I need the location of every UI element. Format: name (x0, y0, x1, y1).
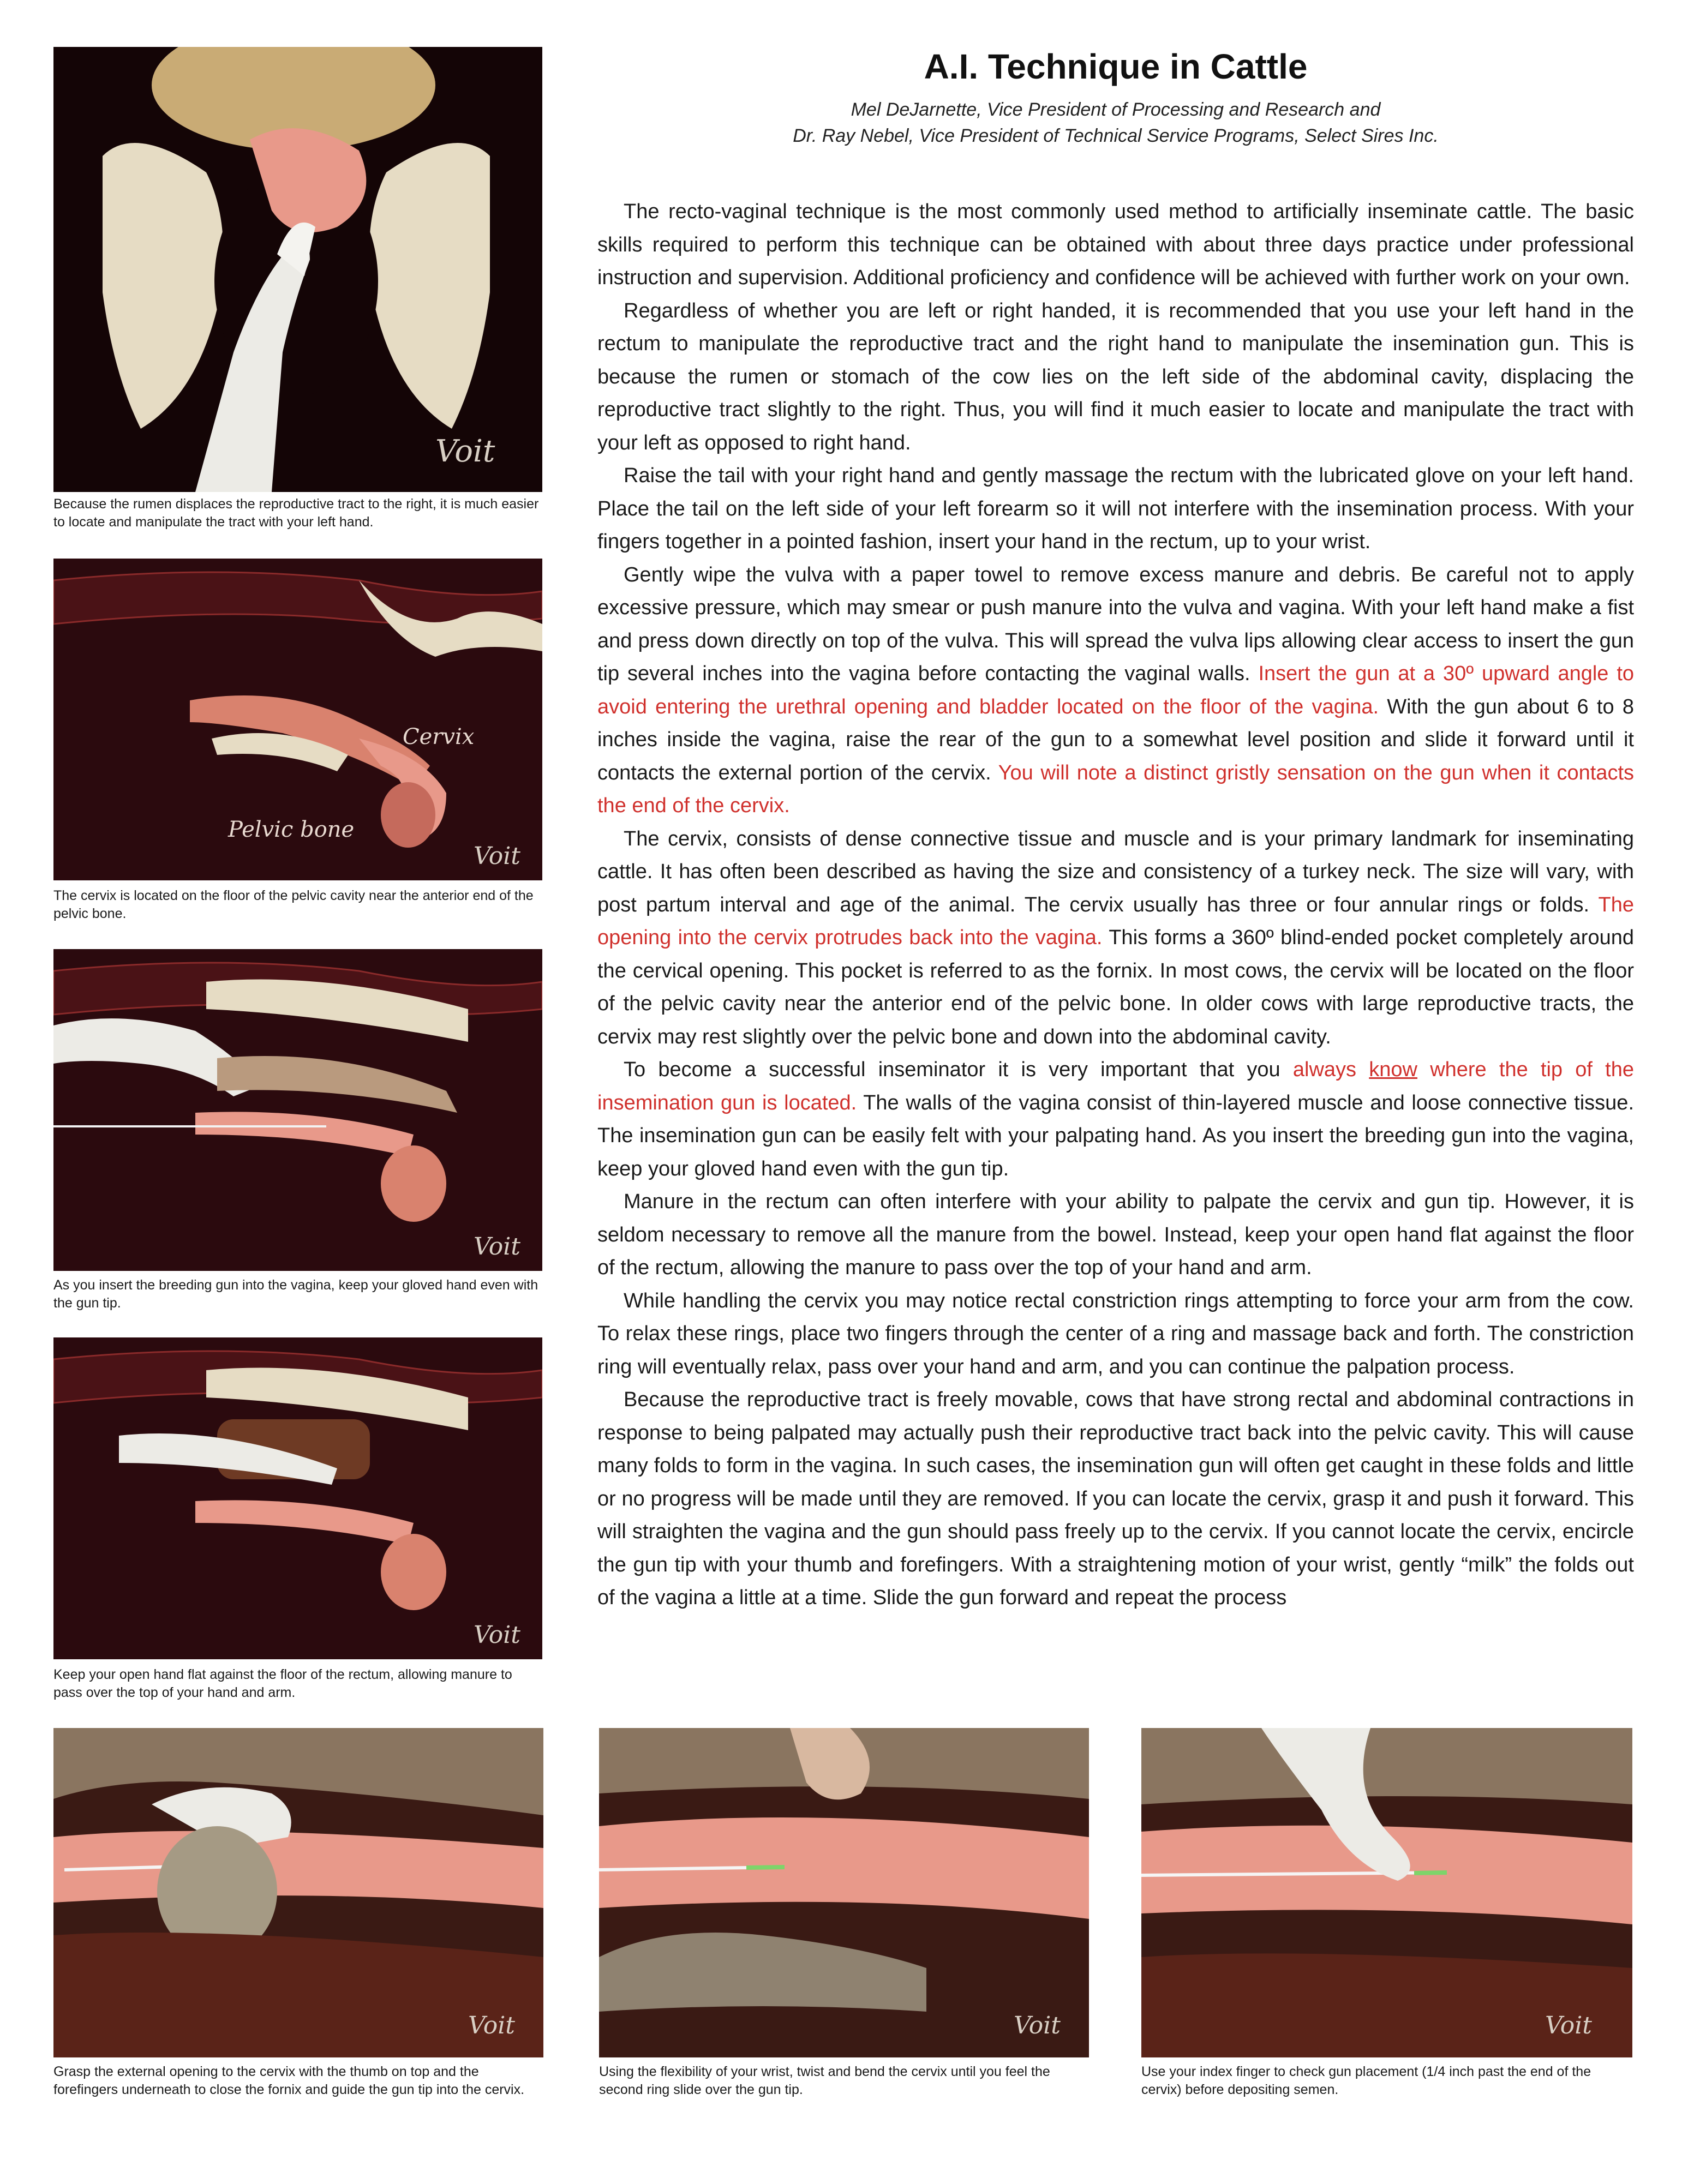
figure-caption: Grasp the external opening to the cervix with the thumb on top and the forefingers underneath to close the fornix and guide the gun tip into the cervix. (53, 2064, 525, 2097)
page-title: A.I. Technique in Cattle (924, 47, 1308, 86)
figure-caption: Because the rumen displaces the reproductive tract to the right, it is much easier to locate and manipulate the tract with your left hand. (53, 496, 539, 530)
artist-signature: Voit (1014, 2012, 1061, 2039)
figure-manure-pass (53, 1337, 542, 1659)
text-run: The walls of the vagina consist of thin-layered muscle and loose connective tissue. The insemination gun can be easily felt with your palpating hand. As you insert the breeding gun into the vagina, keep your gloved hand even with the gun tip. (597, 1091, 1634, 1180)
author-line-1: Mel DeJarnette, Vice President of Processing and Research and (851, 99, 1381, 120)
figure-pelvis-illustration (53, 47, 542, 492)
figure-grasp-cervix (53, 1728, 543, 2057)
label-pelvic-bone: Pelvic bone (228, 817, 355, 842)
text-run: The cervix, consists of dense connective tissue and muscle and is your primary landmark for inseminating cattle. It has often been described as having the size and consistency of a turkey neck. The size will vary, with post partum interval and age of the animal. The cervix usually has three or four annular rings or folds. (597, 827, 1634, 916)
paragraph (597, 823, 1634, 1054)
paragraph: While handling the cervix you may notice rectal constriction rings attempting to force your arm from the cow. To relax these rings, place two fingers through the center of a ring and massage back and forth. The constriction ring will eventually relax, pass over your hand and arm, and you can continue the palpation process. (597, 1289, 1634, 1378)
text-run: With the gun about 6 to 8 inches inside the vagina, raise the rear of the gun to a somewhat level position and slide it forward until it contacts the external portion of the cervix. (597, 695, 1634, 784)
highlight-text: where the tip of the insemination gun is located. (597, 1058, 1634, 1114)
artist-signature: Voit (435, 434, 495, 469)
figure-twist-cervix (599, 1728, 1089, 2057)
paragraph: Manure in the rectum can often interfere with your ability to palpate the cervix and gun tip. However, it is seldom necessary to remove all the manure from the bowel. Instead, keep your open hand flat against the floor of the rectum, allowing the manure to pass over the top of your hand and arm. (597, 1190, 1634, 1279)
paragraph (597, 1053, 1634, 1185)
highlight-text: Insert the gun at a 30º upward angle to avoid entering the urethral opening and bladder located on the floor of the vagina. (597, 662, 1634, 718)
paragraph: Raise the tail with your right hand and gently massage the rectum with the lubricated glove on your left hand. Place the tail on the left side of your left forearm so it will not interfere with the insemination process. With your fingers together in a pointed fashion, insert your hand in the rectum, up to your wrist. (597, 464, 1634, 553)
highlight-text: The opening into the cervix protrudes back into the vagina. (597, 893, 1634, 949)
figure-caption: As you insert the breeding gun into the vagina, keep your gloved hand even with the gun tip. (53, 1277, 538, 1311)
figure-caption: Keep your open hand flat against the floor of the rectum, allowing manure to pass over the top of your hand and arm. (53, 1667, 512, 1700)
highlight-underlined: know (1369, 1058, 1417, 1081)
artist-signature: Voit (474, 1233, 520, 1261)
paragraph: Because the reproductive tract is freely movable, cows that have strong rectal and abdominal contractions in response to being palpated may actually push their reproductive tract back into the pelvic cavity. This will cause many folds to form in the vagina. In such cases, the insemination gun will often get caught in these folds and little or no progress will be made until they are removed. If you can locate the cervix, grasp it and push it forward. This will straighten the vagina and the gun should pass freely up to the cervix. If you cannot locate the cervix, encircle the gun tip with your thumb and forefingers. With a straightening motion of your wrist, gently “milk” the folds out of the vagina a little at a time. Slide the gun forward and repeat the process (597, 1388, 1634, 1609)
label-cervix: Cervix (403, 724, 475, 749)
artist-signature: Voit (468, 2012, 515, 2039)
figure-check-placement (1141, 1728, 1632, 2057)
article-body (597, 195, 1634, 1684)
text-run: This forms a 360º blind-ended pocket completely around the cervical opening. This pocket is referred to as the fornix. In most cows, the cervix will be located on the floor of the pelvic cavity near the anterior end of the pelvic bone. In older cows with large reproductive tracts, the cervix may rest slightly over the pelvic bone and down into the abdominal cavity. (597, 926, 1634, 1048)
text-run: Gently wipe the vulva with a paper towel to remove excess manure and debris. Be careful not to apply excessive pressure, which may smear or push manure into the vulva and vagina. With your left hand make a fist and press down directly on top of the vulva. This will spread the vulva lips allowing clear access to insert the gun tip several inches into the vagina before contacting the vaginal walls. (597, 563, 1634, 685)
figure-insert-gun (53, 949, 542, 1271)
paragraph (597, 559, 1634, 823)
highlight-text: always (1292, 1058, 1357, 1081)
figure-cervix-location (53, 559, 542, 880)
artist-signature: Voit (474, 1621, 520, 1649)
paragraph: Regardless of whether you are left or right handed, it is recommended that you use your left hand in the rectum to manipulate the reproductive tract and the right hand to manipulate the insemination gun. This is because the rumen or stomach of the cow lies on the left side of the abdominal cavity, displacing the reproductive tract slightly to the right. Thus, you will find it much easier to locate and manipulate the tract with your left as opposed to right hand. (597, 299, 1634, 454)
author-line-2: Dr. Ray Nebel, Vice President of Technical Service Programs, Select Sires Inc. (793, 125, 1439, 146)
text-run: To become a successful inseminator it is very important that you (624, 1058, 1280, 1081)
paragraph: The recto-vaginal technique is the most commonly used method to artificially inseminate cattle. The basic skills required to perform this technique can be obtained with about three days practice under professional instruction and supervision. Additional proficiency and confidence will be achieved with further work on your own. (597, 200, 1634, 289)
artist-signature: Voit (474, 842, 520, 870)
artist-signature: Voit (1545, 2012, 1592, 2039)
figure-caption: The cervix is located on the floor of the pelvic cavity near the anterior end of the pelvic bone. (53, 888, 534, 921)
highlight-text: You will note a distinct gristly sensation on the gun when it contacts the end of the cervix. (597, 761, 1634, 817)
figure-caption: Use your index finger to check gun placement (1/4 inch past the end of the cervix) before depositing semen. (1141, 2064, 1591, 2097)
figure-caption: Using the flexibility of your wrist, twist and bend the cervix until you feel the second ring slide over the gun tip. (599, 2064, 1050, 2097)
